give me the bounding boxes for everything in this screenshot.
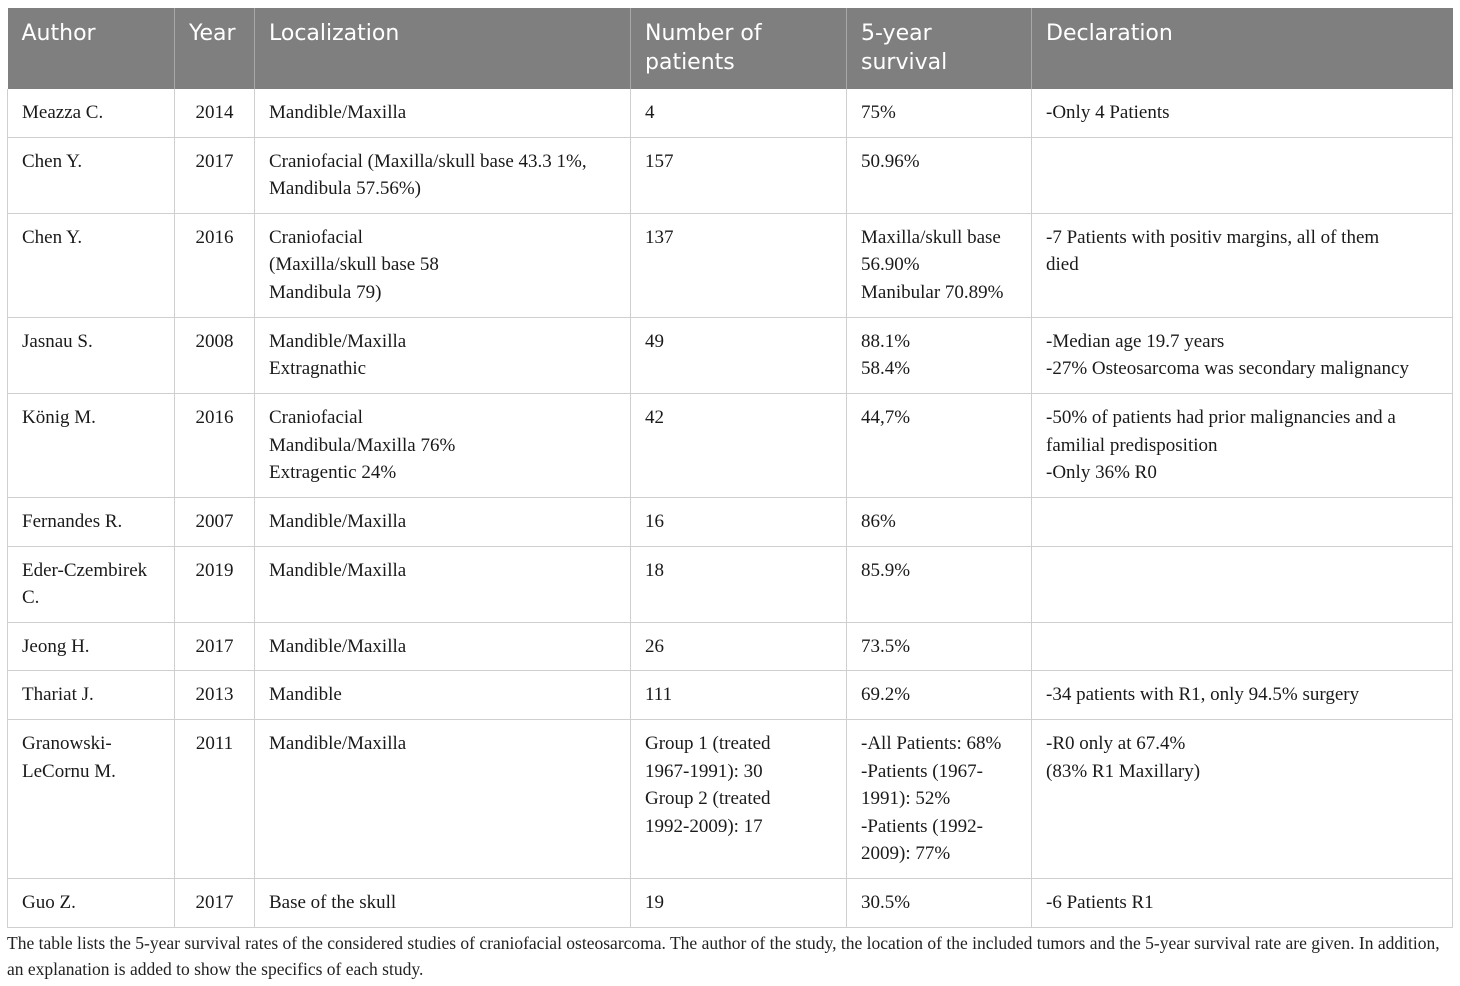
cell-localization <box>255 546 631 622</box>
cell-number-of-patients-line: 137 <box>645 226 674 248</box>
cell-5-year-survival <box>847 317 1032 393</box>
cell-5-year-survival-line: 1991): 52% <box>861 788 951 810</box>
cell-author-line: Chen Y. <box>22 226 83 248</box>
cell-number-of-patients-line: 42 <box>645 406 664 428</box>
header-number-text: Number of patients <box>645 21 762 75</box>
cell-localization-line: Extragnathic <box>269 358 367 380</box>
cell-number-of-patients-line: 26 <box>645 635 664 657</box>
cell-author <box>8 497 175 546</box>
cell-declaration-line: (83% R1 Maxillary) <box>1046 760 1201 782</box>
cell-number-of-patients <box>631 393 847 497</box>
cell-author-line: Eder-Czembirek <box>22 559 148 581</box>
cell-localization-line: Craniofacial <box>269 226 363 248</box>
cell-localization <box>255 497 631 546</box>
cell-number-of-patients <box>631 719 847 878</box>
cell-number-of-patients <box>631 137 847 213</box>
table-row <box>8 719 1453 878</box>
cell-declaration <box>1032 393 1453 497</box>
cell-localization <box>255 878 631 927</box>
cell-localization-line: Mandible <box>269 684 342 706</box>
cell-localization-line: Mandible/Maxilla <box>269 732 407 754</box>
cell-localization-line: (Maxilla/skull base 58 <box>269 254 439 276</box>
cell-5-year-survival <box>847 719 1032 878</box>
cell-author-line: Fernandes R. <box>22 510 123 532</box>
cell-5-year-survival <box>847 137 1032 213</box>
cell-declaration <box>1032 317 1453 393</box>
cell-author-line: C. <box>22 587 40 609</box>
cell-5-year-survival-line: 85.9% <box>861 559 911 581</box>
cell-declaration-line: -27% Osteosarcoma was secondary malignancy <box>1046 358 1409 380</box>
cell-declaration-line: -6 Patients R1 <box>1046 891 1154 913</box>
cell-year: 2016 <box>175 213 255 317</box>
cell-declaration-line: died <box>1046 254 1079 276</box>
cell-author-line: König M. <box>22 406 96 428</box>
cell-declaration <box>1032 137 1453 213</box>
survival-table <box>7 8 1453 928</box>
cell-localization <box>255 137 631 213</box>
cell-declaration <box>1032 497 1453 546</box>
cell-5-year-survival <box>847 213 1032 317</box>
cell-number-of-patients <box>631 497 847 546</box>
cell-5-year-survival-line: -Patients (1967- <box>861 760 983 782</box>
cell-year: 2016 <box>175 393 255 497</box>
cell-5-year-survival <box>847 497 1032 546</box>
cell-5-year-survival-line: Manibular 70.89% <box>861 281 1004 303</box>
cell-localization-line: Mandible/Maxilla <box>269 635 407 657</box>
cell-author <box>8 546 175 622</box>
cell-author <box>8 671 175 720</box>
cell-5-year-survival-line: -Patients (1992- <box>861 815 983 837</box>
cell-declaration-line: familial predisposition <box>1046 434 1218 456</box>
cell-5-year-survival-line: 50.96% <box>861 150 920 172</box>
cell-declaration <box>1032 719 1453 878</box>
cell-author <box>8 317 175 393</box>
cell-author <box>8 719 175 878</box>
cell-author-line: Granowski- <box>22 732 112 754</box>
cell-year: 2017 <box>175 878 255 927</box>
header-row <box>8 8 1453 89</box>
cell-declaration <box>1032 546 1453 622</box>
cell-author <box>8 622 175 671</box>
table-row <box>8 671 1453 720</box>
cell-year: 2019 <box>175 546 255 622</box>
cell-number-of-patients <box>631 878 847 927</box>
cell-number-of-patients <box>631 622 847 671</box>
cell-localization <box>255 213 631 317</box>
cell-declaration-line: -34 patients with R1, only 94.5% surgery <box>1046 684 1360 706</box>
header-declaration: Declaration <box>1032 8 1453 89</box>
table-row <box>8 497 1453 546</box>
cell-5-year-survival-line: 88.1% <box>861 330 911 352</box>
cell-localization-line: Base of the skull <box>269 891 397 913</box>
cell-localization <box>255 89 631 137</box>
cell-author-line: LeCornu M. <box>22 760 116 782</box>
cell-year: 2017 <box>175 137 255 213</box>
cell-declaration-line: -50% of patients had prior malignancies and a <box>1046 406 1396 428</box>
cell-5-year-survival <box>847 89 1032 137</box>
cell-number-of-patients-line: 111 <box>645 684 673 706</box>
cell-number-of-patients-line: 19 <box>645 891 664 913</box>
cell-year: 2011 <box>175 719 255 878</box>
cell-year: 2013 <box>175 671 255 720</box>
cell-localization-line: Mandible/Maxilla <box>269 102 407 123</box>
cell-declaration-line: -Only 4 Patients <box>1046 102 1170 123</box>
cell-year: 2017 <box>175 622 255 671</box>
table-row <box>8 89 1453 137</box>
cell-5-year-survival-line: 75% <box>861 102 896 123</box>
cell-declaration <box>1032 878 1453 927</box>
cell-5-year-survival-line: 86% <box>861 510 896 532</box>
cell-number-of-patients-line: 1967-1991): 30 <box>645 760 763 782</box>
header-5-year-survival <box>847 8 1032 89</box>
survival-table-container <box>7 8 1452 928</box>
header-author: Author <box>8 8 175 89</box>
cell-5-year-survival-line: 56.90% <box>861 254 920 276</box>
cell-number-of-patients <box>631 671 847 720</box>
table-row <box>8 622 1453 671</box>
cell-number-of-patients-line: Group 1 (treated <box>645 732 771 754</box>
cell-5-year-survival <box>847 546 1032 622</box>
cell-localization-line: Mandibula/Maxilla 76% <box>269 434 456 456</box>
cell-declaration <box>1032 622 1453 671</box>
cell-number-of-patients-line: 4 <box>645 102 655 123</box>
cell-author-line: Jeong H. <box>22 635 90 657</box>
cell-5-year-survival <box>847 671 1032 720</box>
cell-5-year-survival <box>847 622 1032 671</box>
cell-5-year-survival-line: 44,7% <box>861 406 911 428</box>
cell-number-of-patients <box>631 213 847 317</box>
cell-year: 2014 <box>175 89 255 137</box>
header-localization: Localization <box>255 8 631 89</box>
cell-number-of-patients-line: 157 <box>645 150 674 172</box>
cell-declaration <box>1032 89 1453 137</box>
cell-declaration <box>1032 671 1453 720</box>
cell-number-of-patients-line: 18 <box>645 559 664 581</box>
cell-author-line: Chen Y. <box>22 150 83 172</box>
cell-localization-line: Mandibula 79) <box>269 281 382 303</box>
table-caption: The table lists the 5-year survival rates of the considered studies of craniofacial osteosarcoma. The author of the study, the location of the included tumors and the 5-year survival rate are given. In addition, an explanation is added to show the specifics of each study. <box>7 933 1440 979</box>
cell-localization-line: Mandible/Maxilla <box>269 330 407 352</box>
cell-author <box>8 137 175 213</box>
header-survival-text: 5-year survival <box>861 21 948 75</box>
cell-number-of-patients <box>631 546 847 622</box>
cell-5-year-survival-line: 30.5% <box>861 891 911 913</box>
cell-author-line: Jasnau S. <box>22 330 93 352</box>
cell-localization <box>255 719 631 878</box>
cell-5-year-survival-line: 69.2% <box>861 684 911 706</box>
cell-5-year-survival-line: Maxilla/skull base <box>861 226 1001 248</box>
table-row <box>8 393 1453 497</box>
cell-5-year-survival-line: 58.4% <box>861 358 911 380</box>
cell-declaration-line: -Median age 19.7 years <box>1046 330 1225 352</box>
cell-number-of-patients-line: 49 <box>645 330 664 352</box>
table-row <box>8 878 1453 927</box>
cell-author-line: Thariat J. <box>22 684 94 706</box>
cell-5-year-survival-line: -All Patients: 68% <box>861 732 1002 754</box>
cell-5-year-survival-line: 73.5% <box>861 635 911 657</box>
cell-localization-line: Craniofacial <box>269 406 363 428</box>
table-body <box>8 89 1453 927</box>
cell-year: 2007 <box>175 497 255 546</box>
header-number-of-patients <box>631 8 847 89</box>
cell-declaration-line: -7 Patients with positiv margins, all of them <box>1046 226 1380 248</box>
cell-declaration-line: -R0 only at 67.4% <box>1046 732 1186 754</box>
cell-localization <box>255 393 631 497</box>
table-row <box>8 137 1453 213</box>
cell-5-year-survival <box>847 878 1032 927</box>
header-year: Year <box>175 8 255 89</box>
cell-author <box>8 213 175 317</box>
cell-number-of-patients-line: 1992-2009): 17 <box>645 815 763 837</box>
cell-year: 2008 <box>175 317 255 393</box>
cell-number-of-patients-line: 16 <box>645 510 664 532</box>
cell-localization-line: Mandibula 57.56%) <box>269 178 421 200</box>
cell-localization-line: Extragentic 24% <box>269 462 397 484</box>
cell-author <box>8 878 175 927</box>
cell-number-of-patients-line: Group 2 (treated <box>645 788 771 810</box>
table-row <box>8 213 1453 317</box>
cell-author <box>8 89 175 137</box>
cell-author <box>8 393 175 497</box>
cell-author-line: Meazza C. <box>22 102 104 123</box>
cell-localization <box>255 317 631 393</box>
cell-declaration <box>1032 213 1453 317</box>
cell-localization <box>255 671 631 720</box>
cell-number-of-patients <box>631 89 847 137</box>
cell-number-of-patients <box>631 317 847 393</box>
cell-localization-line: Mandible/Maxilla <box>269 510 407 532</box>
cell-localization-line: Mandible/Maxilla <box>269 559 407 581</box>
cell-5-year-survival-line: 2009): 77% <box>861 843 951 865</box>
cell-declaration-line: -Only 36% R0 <box>1046 462 1157 484</box>
cell-localization <box>255 622 631 671</box>
cell-localization-line: Craniofacial (Maxilla/skull base 43.3 1%, <box>269 150 587 172</box>
table-row <box>8 317 1453 393</box>
table-row <box>8 546 1453 622</box>
cell-5-year-survival <box>847 393 1032 497</box>
cell-author-line: Guo Z. <box>22 891 76 913</box>
